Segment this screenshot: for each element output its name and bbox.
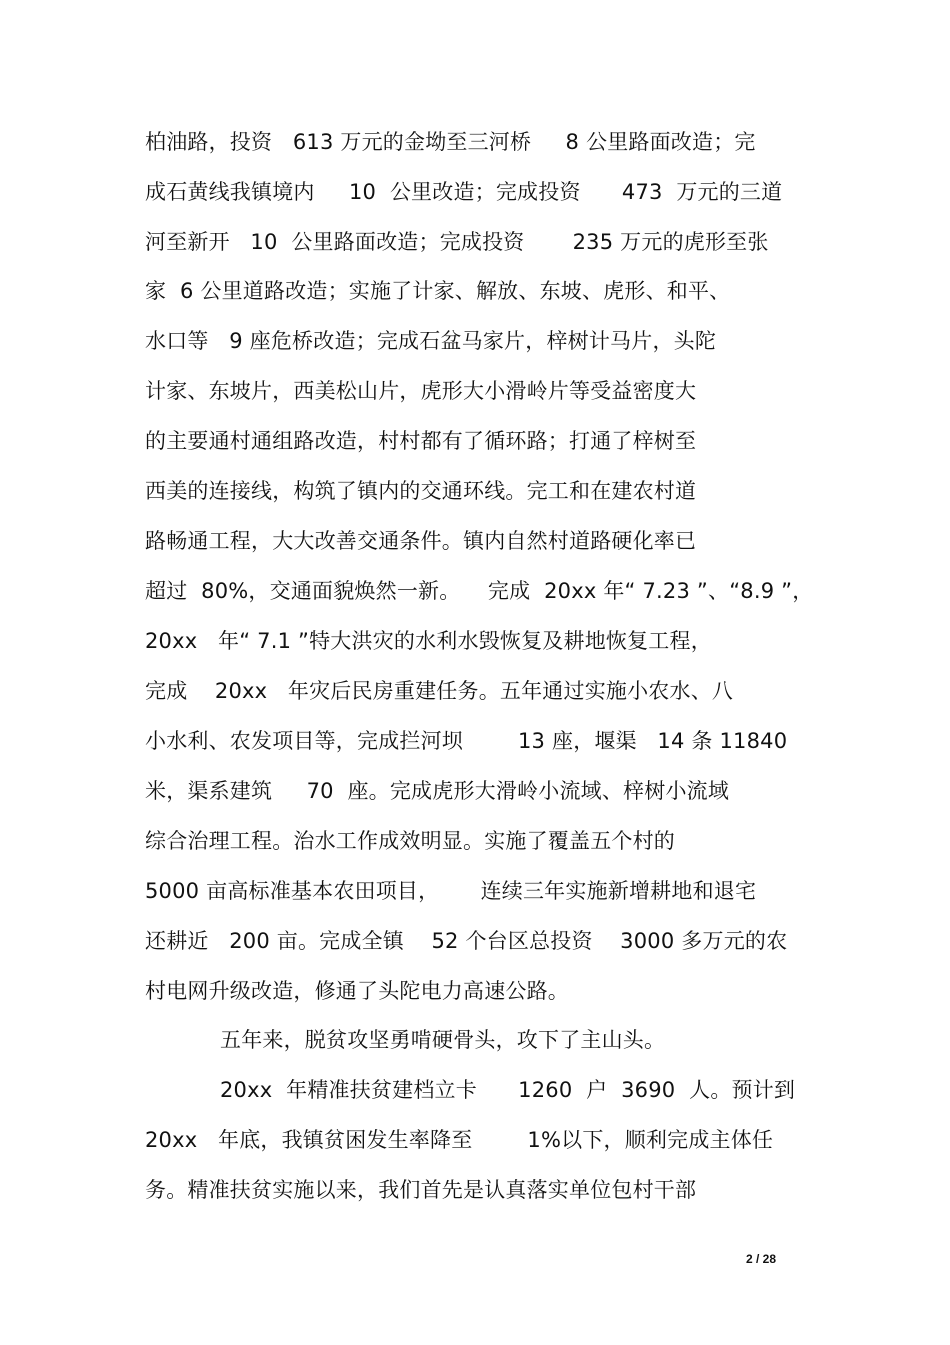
- text-line: 西美的连接线，构筑了镇内的交通环线。完工和在建农村道: [145, 479, 697, 503]
- text-line: 水口等 9 座危桥改造；完成石盆马家片，梓树计马片，头陀: [145, 329, 717, 353]
- text-line: 计家、东坡片，西美松山片，虎形大小滑岭片等受益密度大: [145, 379, 697, 403]
- page-number: 2 / 28: [746, 1252, 777, 1266]
- paragraph-first-line: 20xx 年精准扶贫建档立卡 1260 户 3690 人。预计到: [220, 1078, 796, 1102]
- paragraph-first-line: 五年来，脱贫攻坚勇啃硬骨头，攻下了主山头。: [220, 1028, 666, 1052]
- text-line: 的主要通村通组路改造，村村都有了循环路；打通了梓树至: [145, 429, 697, 453]
- text-line: 20xx 年“ 7.1 ”特大洪灾的水利水毁恢复及耕地恢复工程，: [145, 629, 712, 653]
- text-line: 5000 亩高标准基本农田项目， 连续三年实施新增耕地和退宅: [145, 879, 757, 903]
- text-line: 20xx 年底，我镇贫困发生率降至 1%以下，顺利完成主体任: [145, 1128, 774, 1152]
- text-line: 米，渠系建筑 70 座。完成虎形大滑岭小流域、梓树小流域: [145, 779, 730, 803]
- text-line: 务。精准扶贫实施以来，我们首先是认真落实单位包村干部: [145, 1178, 697, 1202]
- text-line: 超过 80%，交通面貌焕然一新。 完成 20xx 年“ 7.23 ”、“8.9 ”，: [145, 579, 814, 603]
- text-line: 河至新开 10 公里路面改造；完成投资 235 万元的虎形至张: [145, 230, 769, 254]
- text-line: 小水利、农发项目等，完成拦河坝 13 座，堰渠 14 条 11840: [145, 729, 788, 753]
- text-line: 村电网升级改造，修通了头陀电力高速公路。: [145, 979, 569, 1003]
- text-line: 柏油路，投资 613 万元的金坳至三河桥 8 公里路面改造；完: [145, 130, 756, 154]
- text-line: 综合治理工程。治水工作成效明显。实施了覆盖五个村的: [145, 829, 675, 853]
- text-line: 路畅通工程，大大改善交通条件。镇内自然村道路硬化率已: [145, 529, 697, 553]
- text-line: 完成 20xx 年灾后民房重建任务。五年通过实施小农水、八: [145, 679, 734, 703]
- text-line: 成石黄线我镇境内 10 公里改造；完成投资 473 万元的三道: [145, 180, 783, 204]
- text-line: 家 6 公里道路改造；实施了计家、解放、东坡、虎形、和平、: [145, 279, 731, 303]
- text-line: 还耕近 200 亩。完成全镇 52 个台区总投资 3000 多万元的农: [145, 929, 788, 953]
